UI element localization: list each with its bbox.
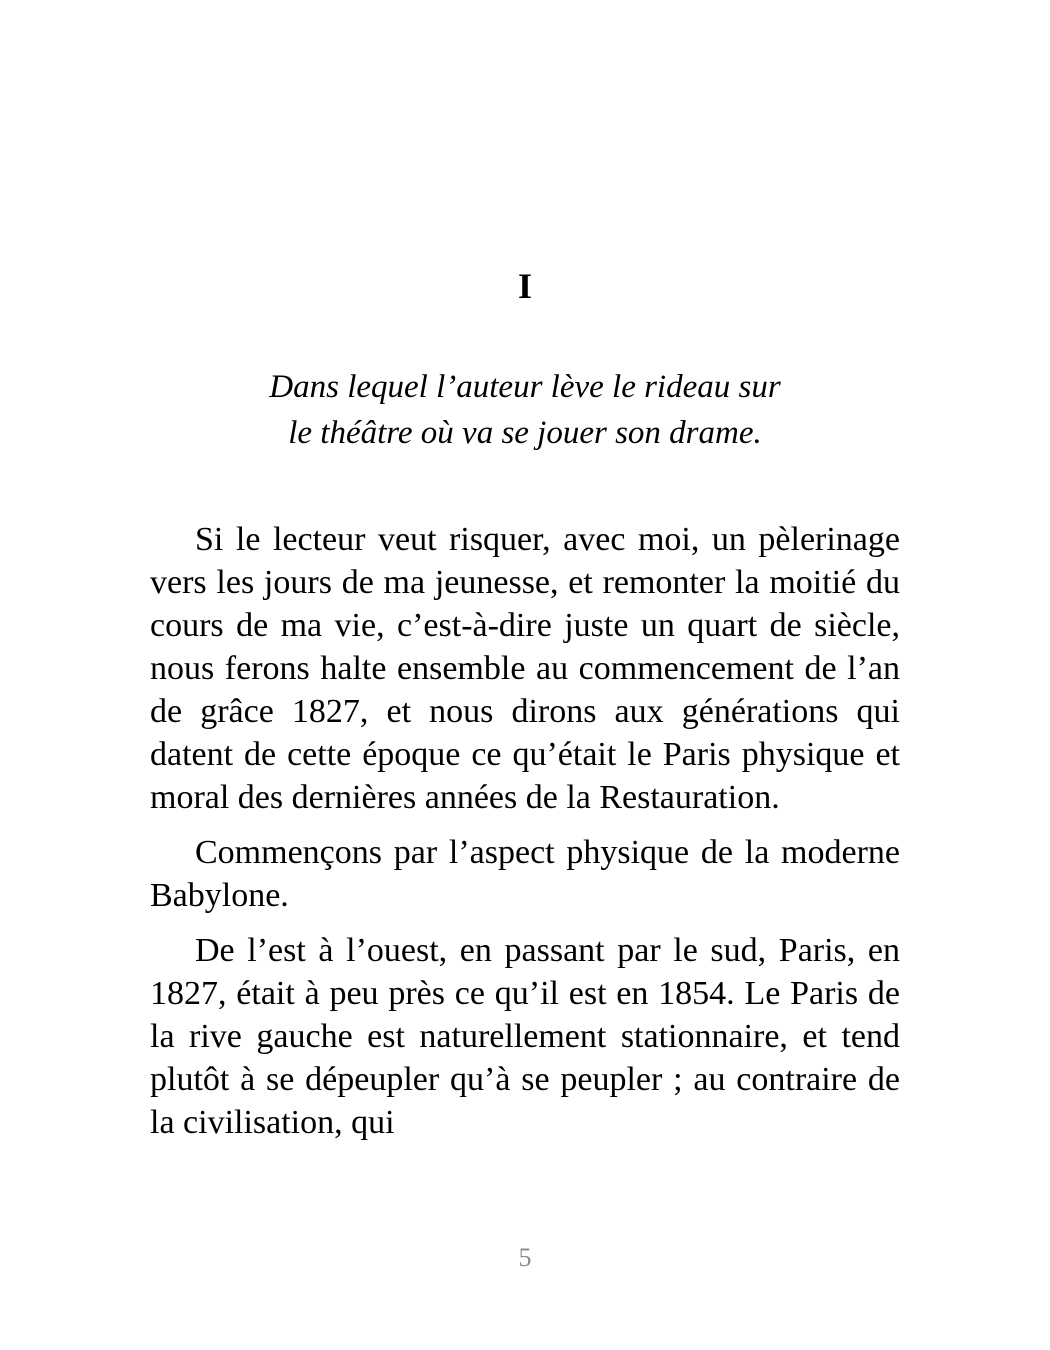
page-number: 5: [518, 1243, 532, 1272]
paragraph: De l’est à l’ouest, en passant par le sud, Paris, en 1827, était à peu près ce qu’il est en 1854. Le Paris de la rive gauche est naturellement stationnaire, et tend plutôt à se dépeupler qu’à se peupler ; au contraire de la civilisation, qui: [150, 932, 900, 1141]
body-text: [150, 518, 900, 1156]
paragraph: Commençons par l’aspect physique de la moderne Babylone.: [150, 834, 900, 914]
paragraph: Si le lecteur veut risquer, avec moi, un pèlerinage vers les jours de ma jeunesse, et remonter la moitié du cours de ma vie, c’est-à-dire juste un quart de siècle, nous ferons halte ensemble au commencement de l’an de grâce 1827, et nous dirons aux générations qui datent de cette époque ce qu’était le Paris physique et moral des dernières années de la Restauration.: [150, 521, 900, 816]
chapter-subtitle-line: le théâtre où va se jouer son drame.: [288, 415, 762, 451]
chapter-subtitle-line: Dans lequel l’auteur lève le rideau sur: [269, 369, 781, 405]
chapter-number: I: [517, 266, 532, 306]
chapter-subtitle: [150, 364, 900, 456]
